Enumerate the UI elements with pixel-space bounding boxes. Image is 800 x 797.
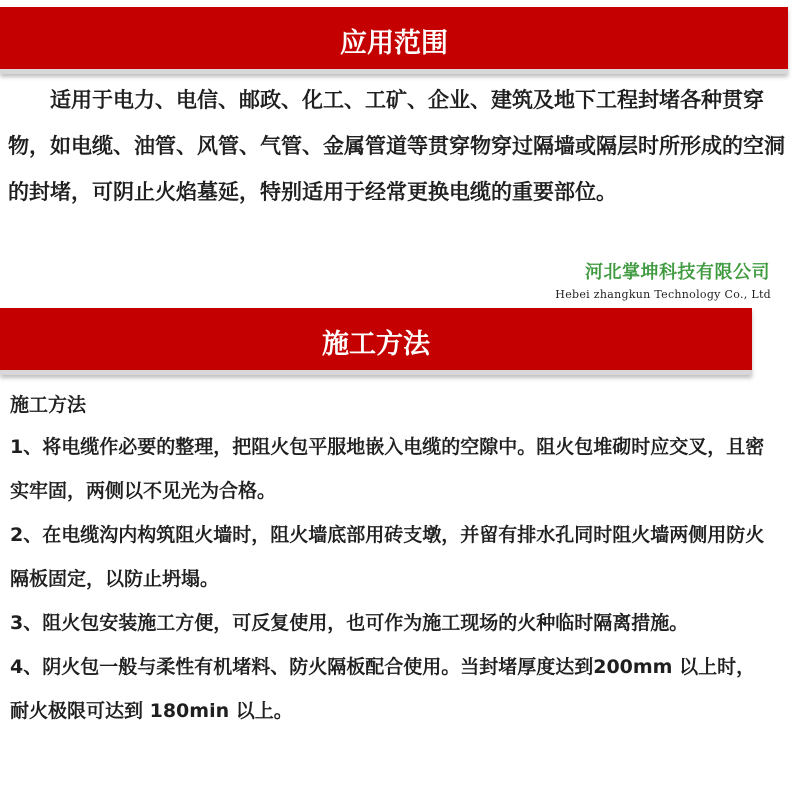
section-title-method: 施工方法 bbox=[322, 329, 430, 360]
method-steps-list bbox=[10, 425, 770, 733]
section-title-scope: 应用范围 bbox=[340, 28, 448, 59]
method-step: 3、阻火包安装施工方便，可反复使用，也可作为施工现场的火种临时隔离措施。 bbox=[10, 612, 689, 634]
company-name-en: Hebei zhangkun Technology Co., Ltd bbox=[555, 288, 771, 301]
banner-shadow-line bbox=[0, 69, 788, 74]
section-banner-scope bbox=[0, 7, 788, 74]
method-step: 1、将电缆作必要的整理，把阻火包平服地嵌入电缆的空隙中。阻火包堆砌时应交叉，且密实牢固，两侧以不见光为合格。 bbox=[10, 436, 765, 502]
method-step: 4、阴火包一般与柔性有机堵料、防火隔板配合使用。当封堵厚度达到200mm 以上时，耐火极限可达到 180min 以上。 bbox=[10, 656, 756, 722]
method-subtitle: 施工方法 bbox=[10, 394, 87, 416]
scope-paragraph: 适用于电力、电信、邮政、化工、工矿、企业、建筑及地下工程封堵各种贯穿物，如电缆、油管、风管、气管、金属管道等贯穿物穿过隔墙或隔层时所形成的空洞的封堵，可阴止火焰墓延，特别适用于经常更换电缆的重要部位。 bbox=[8, 88, 785, 204]
section-banner-method bbox=[0, 308, 752, 375]
method-step: 2、在电缆沟内构筑阻火墙时，阻火墙底部用砖支墩，并留有排水孔同时阻火墙两侧用防火隔板固定，以防止坍塌。 bbox=[10, 524, 765, 590]
banner-shadow-line bbox=[0, 370, 752, 375]
company-name-cn: 河北掌坤科技有限公司 bbox=[585, 262, 770, 283]
